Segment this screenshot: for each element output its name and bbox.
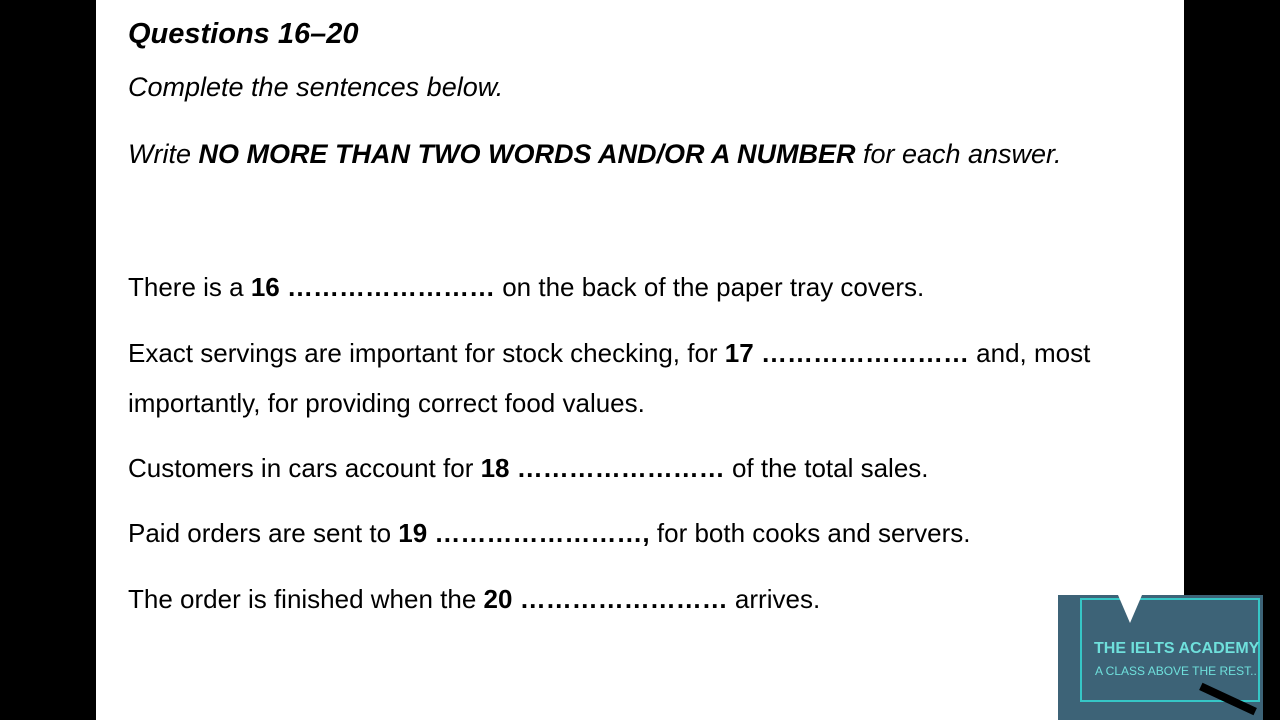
question-text-post: on the back of the paper tray covers.	[494, 272, 925, 302]
instruction-word-limit: NO MORE THAN TWO WORDS AND/OR A NUMBER	[198, 139, 856, 169]
question-17-continuation: importantly, for providing correct food values.	[128, 388, 645, 418]
answer-blank: ……………………	[516, 453, 725, 483]
instruction-line-2	[128, 139, 1062, 170]
question-text-pre: Paid orders are sent to	[128, 518, 399, 548]
ielts-academy-logo	[1058, 595, 1280, 720]
question-number: 20	[483, 584, 513, 614]
logo-title: THE IELTS ACADEMY	[1094, 640, 1260, 657]
question-19	[128, 518, 970, 548]
question-number: 16	[250, 272, 280, 302]
logo-notch-icon	[1118, 595, 1142, 623]
question-text-pre: The order is finished when the	[128, 584, 484, 614]
question-20	[128, 584, 820, 614]
answer-blank: ……………………	[519, 584, 728, 614]
instruction-line-1: Complete the sentences below.	[128, 72, 504, 102]
question-18	[128, 453, 929, 483]
document-page	[96, 0, 1184, 720]
question-text-post: for both cooks and servers.	[649, 518, 971, 548]
logo-tagline: A CLASS ABOVE THE REST..	[1095, 664, 1257, 678]
answer-blank: ……………………	[286, 272, 495, 302]
question-text-pre: Exact servings are important for stock checking, for	[128, 338, 725, 368]
question-text-pre: There is a	[128, 272, 251, 302]
question-number: 18	[480, 453, 510, 483]
logo-edge-shadow	[1263, 595, 1280, 720]
instruction-suffix: for each answer.	[855, 139, 1062, 169]
question-16	[128, 272, 924, 302]
question-text-post: arrives.	[727, 584, 821, 614]
questions-heading: Questions 16–20	[128, 18, 359, 50]
answer-blank: ……………………,	[434, 518, 650, 548]
question-number: 19	[398, 518, 428, 548]
answer-blank: ……………………	[760, 338, 969, 368]
question-text-post: of the total sales.	[724, 453, 929, 483]
instruction-prefix: Write	[128, 139, 199, 169]
question-text-post: and, most	[968, 338, 1091, 368]
question-17	[128, 338, 1090, 368]
question-number: 17	[724, 338, 754, 368]
question-text-pre: Customers in cars account for	[128, 453, 481, 483]
